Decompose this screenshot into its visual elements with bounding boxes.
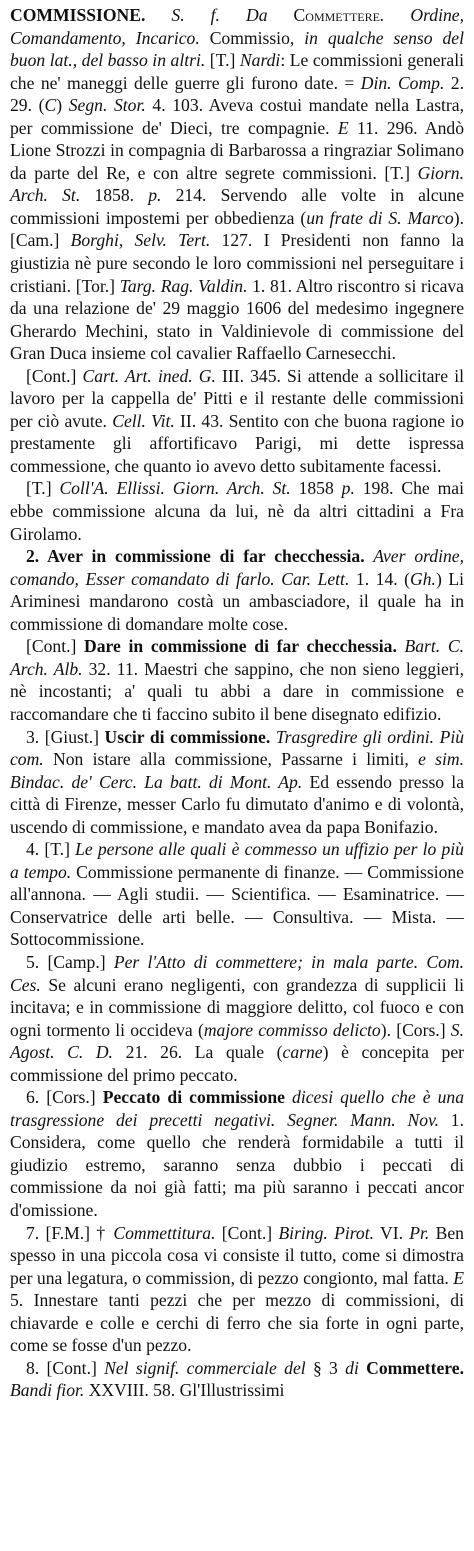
body-text: 214. Servendo alle volte in alcune commissioni impostemi per obbedienza ( xyxy=(10,185,464,228)
italic-text: Targ. Rag. Valdin. xyxy=(119,275,248,296)
body-text: Commissione permanente di finanze. — Commissione all'annona. — Agli studii. — Scientifica. — Esaminatrice. — Conservatrice delle arti belle. — Consultiva. — Mista. — Sottocommissione. xyxy=(10,861,464,950)
italic-text: Nel signif. commerciale del xyxy=(104,1357,306,1378)
italic-text: Giorn. Arch. St. xyxy=(10,162,464,206)
italic-text: Din. Comp. xyxy=(360,72,445,93)
body-text: [Cont.] xyxy=(215,1222,279,1243)
italic-text: Aver ordine, comando, Esser comandato di farlo. Car. Lett. xyxy=(10,546,464,589)
body-text: [Cont.] xyxy=(26,636,85,657)
italic-text: Bandi fior. xyxy=(10,1380,85,1401)
italic-text: Trasgredire gli ordini. Più com. xyxy=(10,726,465,770)
body-text: 1. 14. ( xyxy=(349,568,411,589)
italic-text: Commettitura. xyxy=(113,1222,216,1243)
italic-text: e sim. Bindac. de' Cerc. La batt. di Mont. Ap. xyxy=(10,749,465,792)
italic-text: Pr. xyxy=(409,1222,430,1243)
body-text: 1. Considera, come quello che renderà formidabile a tutti il giudizio estremo, saranno senza dubbio i peccati di commissione da noi già fatti; ma più saranno i peccati ancor d'omissione. xyxy=(10,1109,464,1220)
entry-paragraph xyxy=(10,635,464,725)
body-text: [T.] xyxy=(26,478,60,499)
body-text: 3. [Giust.] xyxy=(26,726,105,747)
italic-text: Segn. Stor. xyxy=(68,95,146,116)
italic-text: Borghi, Selv. Tert. xyxy=(70,230,211,251)
body-text: § 3 xyxy=(305,1357,346,1378)
bold-text: COMMISSIONE. xyxy=(10,5,146,25)
italic-text: un frate di S. Marco xyxy=(306,207,454,228)
entry-paragraph xyxy=(10,951,464,1086)
italic-text: S. Agost. C. D. xyxy=(10,1019,464,1063)
entry-paragraph xyxy=(10,1086,464,1221)
entry-paragraph xyxy=(10,838,464,951)
bold-text: Peccato di commissione xyxy=(102,1087,285,1108)
italic-text: Nardi xyxy=(239,50,281,71)
body-text: 1858 xyxy=(290,478,342,499)
italic-text: di xyxy=(345,1357,359,1378)
body-text: [T.] xyxy=(205,50,240,71)
entry-paragraph xyxy=(10,477,464,545)
body-text: III. 345. Si attende a sollicitare il lavoro per la cappella de' Pitti e il restante delle commissioni per ciò avute. xyxy=(10,365,464,431)
italic-text: dicesi quello che è una trasgressione dei precetti negativi. Segner. Mann. Nov. xyxy=(10,1087,465,1130)
small-caps-text: Commettere xyxy=(293,5,380,25)
body-text: ) è concepita per commissione del primo peccato. xyxy=(10,1042,464,1085)
italic-text: Bart. C. Arch. Alb. xyxy=(10,636,464,679)
body-text: XXVIII. 58. Gl'Illustrissimi xyxy=(84,1380,285,1401)
italic-text: C xyxy=(44,95,57,116)
body-text: 6. [Cors.] xyxy=(26,1087,103,1108)
body-text: 5. [Camp.] xyxy=(26,951,114,972)
body-text: ). [Cam.] xyxy=(10,207,464,251)
body-text: ). [Cors.] xyxy=(380,1019,451,1040)
body-text: 5. Innestare tanti pezzi che per mezzo di commissioni, di chiavarde e colle e cerchi di ferro che sia forte in ogni parte, come se fosse d'un pezzo. xyxy=(10,1290,464,1356)
body-text: 198. Che mai ebbe commissione alcuna da lui, nè da altri cittadini a Fra Girolamo. xyxy=(10,478,464,544)
italic-text: Cell. Vit. xyxy=(112,410,175,431)
body-text: 4. [T.] xyxy=(26,839,76,860)
bold-text: Dare in commissione di far checchessia. xyxy=(84,636,397,657)
body-text: Non istare alla commissione, Passarne i limiti, xyxy=(43,749,419,770)
italic-text: . Ordine, Comandamento, Incarico. xyxy=(10,5,464,48)
entry-paragraph xyxy=(10,1222,464,1357)
entry-paragraph xyxy=(10,1357,464,1402)
body-text: Commissio, xyxy=(199,27,305,48)
body-text: 8. [Cont.] xyxy=(26,1357,105,1378)
italic-text: E xyxy=(453,1267,464,1288)
italic-text: p. xyxy=(148,185,162,206)
body-text: 7. [F.M.] † xyxy=(26,1222,114,1243)
body-text: 127. I Presidenti non fanno la giustizia nè pure secondo le loro commissioni nel perseguitare i cristiani. [Tor.] xyxy=(10,230,464,296)
italic-text: Coll'A. Ellissi. Giorn. Arch. St. xyxy=(59,478,291,499)
body-text: Ed essendo presso la città di Firenze, messer Carlo fu dimutato d'animo e di volontà, uscendo di commissione, e mandato avea da papa Bonifazio. xyxy=(10,771,465,837)
body-text: Ben spesso in una piccola cosa vi consiste il tutto, come si dimostra per una legatura, o commission, di pezzo congionto, mal fatta. xyxy=(10,1222,464,1288)
body-text: 11. 296. Andò Lione Strozzi in compagnia di Barbarossa a ringraziar Solimano da parte del Re, e con altre segrete commissioni. [T.] xyxy=(10,117,464,183)
italic-text: Cart. Art. ined. G. xyxy=(82,365,216,386)
italic-text: p. xyxy=(341,478,355,499)
entry-paragraph xyxy=(10,545,464,635)
entry-paragraph xyxy=(10,726,464,839)
bold-text: Uscir di commissione. xyxy=(104,726,271,747)
body-text: Se alcuni erano negligenti, con grandezza di supplicii li incitava; e in commissione di maggiore delitto, col fuoco e con ogni tormento li occideva ( xyxy=(10,974,464,1040)
body-text: 1858. xyxy=(80,185,149,206)
italic-text: Per l'Atto di commettere; in mala parte. Com. Ces. xyxy=(10,951,464,995)
italic-text: Biring. Pirot. xyxy=(278,1222,375,1243)
body-text: ) xyxy=(56,95,69,116)
entry-paragraph xyxy=(10,4,464,365)
body-text: 1. 81. Altro riscontro si ricava da una relazione de' 29 maggio 1606 del medesimo ingegnere Gherardo Mechini, stato in Valdinievole di commissione del Gran Duca insieme col cavalier Raffaello Carnesecchi. xyxy=(10,275,464,364)
body-text: : Le commissioni generali che ne' maneggi delle guerre gli furono date. = xyxy=(10,50,464,93)
italic-text: E xyxy=(337,117,349,138)
body-text: ) Li Ariminesi mandarono costà un ambasciadore, il quale ha in commissione di domandare molte cose. xyxy=(10,568,464,634)
italic-text: in qualche senso del buon lat., del basso in altri. xyxy=(10,27,464,71)
body-text: 4. 103. Aveva costui mandate nella Lastra, per commissione de' Dieci, tre compagnie. xyxy=(10,95,464,138)
italic-text: Da xyxy=(246,5,294,25)
italic-text: carne xyxy=(282,1042,323,1063)
body-text: [Cont.] xyxy=(26,365,83,386)
body-text: VI. xyxy=(374,1222,410,1243)
entry-paragraph xyxy=(10,365,464,478)
body-text: 2. 29. ( xyxy=(10,72,464,116)
bold-text: Commettere. xyxy=(366,1357,464,1378)
italic-text: Gh. xyxy=(410,568,436,589)
body-text: 32. 11. Maestri che sappino, che non sieno leggieri, nè incostanti; a' quali tu abbi a dare in commissione e raccomandare che ti faccino subito il bene disegnato edifizio. xyxy=(10,658,464,724)
body-text: 21. 26. La quale ( xyxy=(112,1042,283,1063)
body-text: II. 43. Sentito con che buona ragione io prestamente gli affortificavo Parigi, mi dette ispressa commessione, che quanto io avevo detto subitamente facessi. xyxy=(10,410,465,476)
italic-text: Le persone alle quali è commesso un uffizio per lo più a tempo. xyxy=(10,839,464,882)
italic-text: S. f. xyxy=(145,5,246,25)
italic-text: majore commisso delicto xyxy=(203,1019,381,1040)
bold-text: 2. Aver in commissione di far checchessia. xyxy=(26,546,365,567)
